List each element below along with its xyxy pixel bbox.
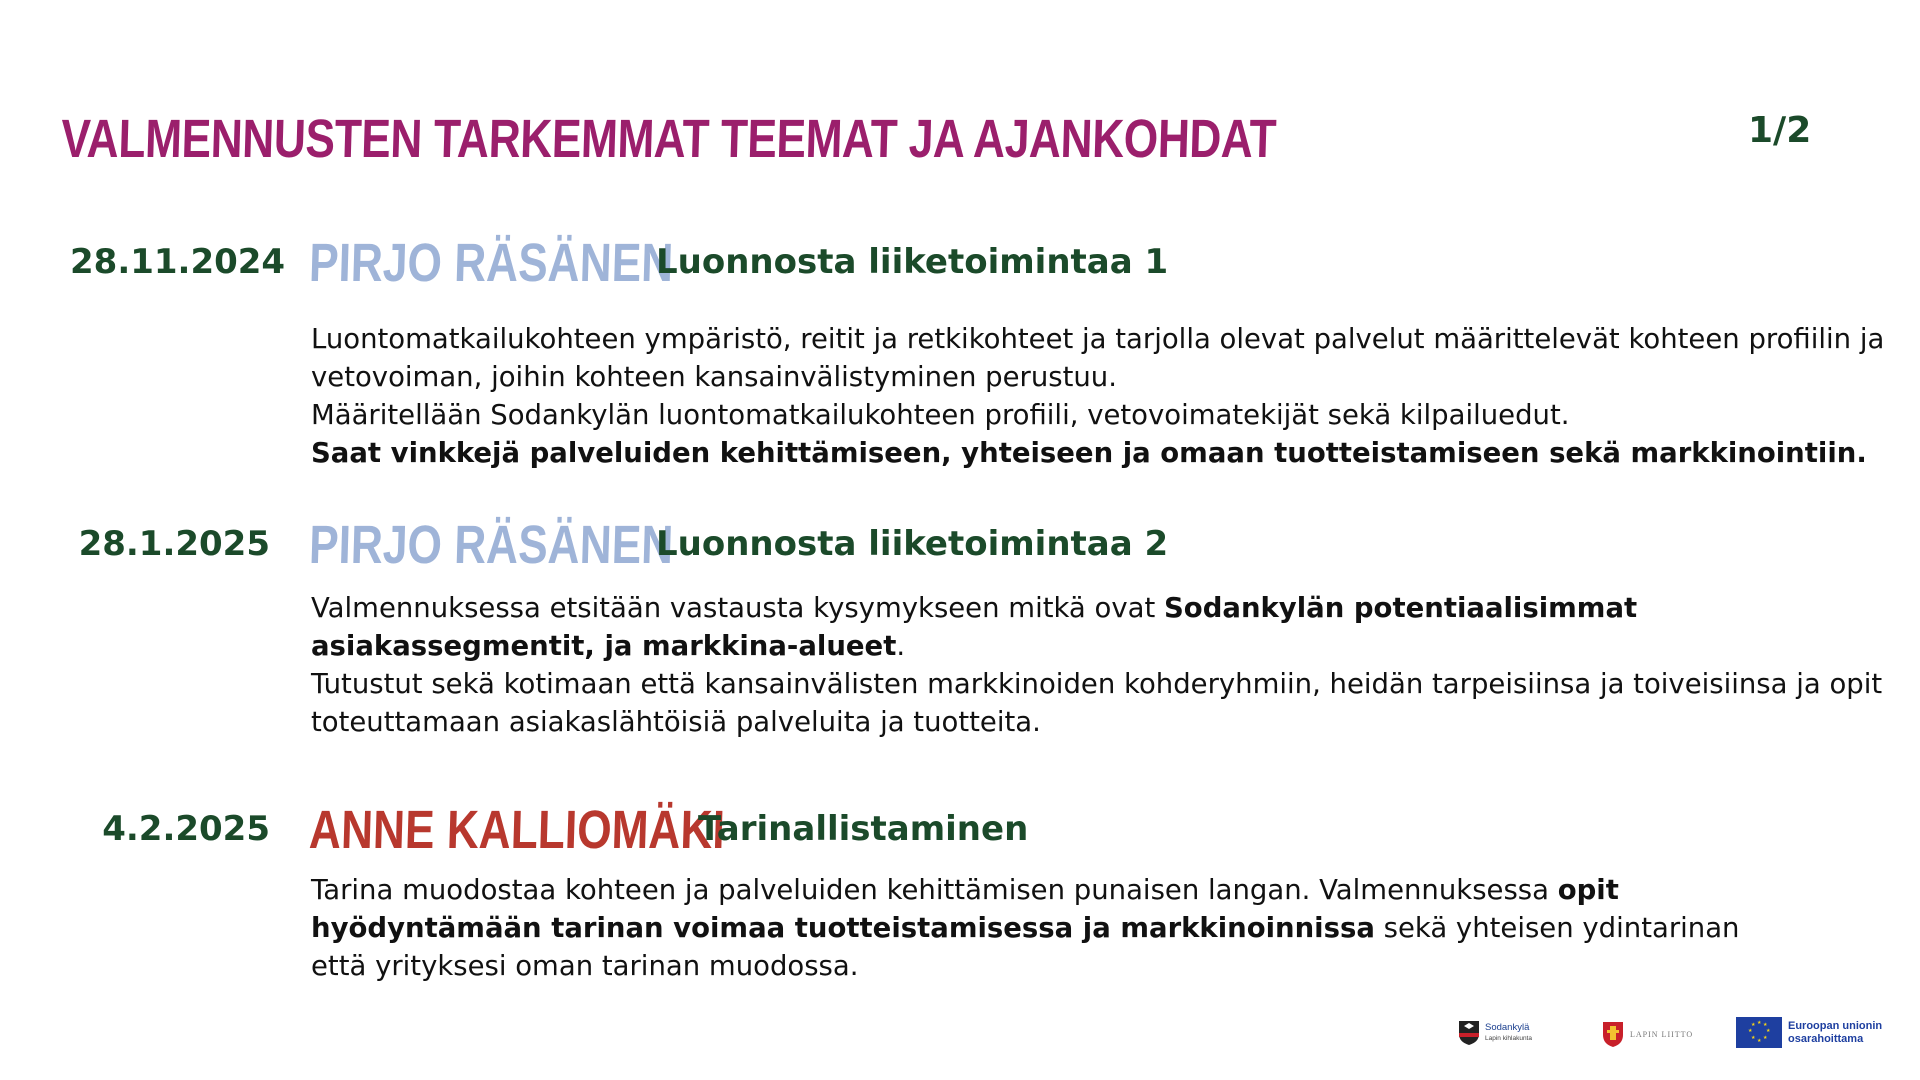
description-highlight: opit hyödyntämään tarinan voimaa tuotteistamisessa ja markkinoinnissa bbox=[311, 874, 1619, 944]
description-highlight: Sodankylän potentiaalisimmat asiakassegmentit, ja markkina-alueet bbox=[311, 592, 1638, 662]
session-description bbox=[311, 589, 1891, 741]
description-paragraph: Valmennuksessa etsitään vastausta kysymykseen mitkä ovat Sodankylän potentiaalisimmat asiakassegmentit, ja markkina-alueet. bbox=[311, 592, 1638, 662]
page-title: VALMENNUSTEN TARKEMMAT TEEMAT JA AJANKOHDAT bbox=[60, 109, 1277, 169]
session-speaker: PIRJO RÄSÄNEN bbox=[308, 515, 675, 575]
description-highlight: Saat vinkkejä palveluiden kehittämiseen, yhteiseen ja omaan tuotteistamiseen sekä markkinointiin. bbox=[311, 437, 1867, 469]
logo-name: LAPIN LIITTO bbox=[1630, 1029, 1694, 1039]
session-date: 28.1.2025 bbox=[78, 524, 270, 564]
eu-logo bbox=[1736, 1017, 1882, 1048]
coat-of-arms-icon bbox=[1458, 1020, 1480, 1046]
description-paragraph: Tutustut sekä kotimaan että kansainvälisten markkinoiden kohderyhmiin, heidän tarpeisiinsa ja toiveisiinsa ja opit toteuttamaan asiakaslähtöisiä palveluita ja tuotteita. bbox=[311, 668, 1883, 738]
session-description bbox=[311, 871, 1761, 985]
description-paragraph: Tarina muodostaa kohteen ja palveluiden kehittämisen punaisen langan. Valmennuksessa opit hyödyntämään tarinan voimaa tuotteistamisessa ja markkinoinnissa sekä yhteisen ydintarinan että yrityksesi oman tarinan muodossa. bbox=[311, 874, 1740, 982]
session-date: 4.2.2025 bbox=[102, 809, 270, 849]
session-description bbox=[311, 320, 1891, 472]
session-date: 28.11.2024 bbox=[70, 242, 286, 282]
logo-name: Sodankylä bbox=[1485, 1022, 1530, 1033]
session-topic: Luonnosta liiketoimintaa 2 bbox=[656, 524, 1169, 564]
description-paragraph: Määritellään Sodankylän luontomatkailukohteen profiili, vetovoimatekijät sekä kilpailuedut. bbox=[311, 399, 1570, 431]
session-topic: Tarinallistaminen bbox=[698, 809, 1029, 849]
shield-icon bbox=[1602, 1020, 1624, 1048]
session-speaker: PIRJO RÄSÄNEN bbox=[308, 233, 675, 293]
logo-line: Euroopan unionin bbox=[1788, 1019, 1883, 1032]
footer-logos bbox=[0, 1010, 1920, 1060]
logo-line: osarahoittama bbox=[1788, 1032, 1864, 1045]
page-number: 1/2 bbox=[1748, 110, 1812, 151]
lapin-liitto-logo bbox=[1602, 1020, 1693, 1048]
session-topic: Luonnosta liiketoimintaa 1 bbox=[656, 242, 1169, 282]
eu-flag-icon: ★ ★ ★ ★ ★ ★ ★ ★ bbox=[1736, 1017, 1782, 1048]
description-paragraph: Luontomatkailukohteen ympäristö, reitit ja retkikohteet ja tarjolla olevat palvelut määrittelevät kohteen profiilin ja vetovoiman, joihin kohteen kansainvälistyminen perustuu. bbox=[311, 323, 1885, 393]
session-speaker: ANNE KALLIOMÄKI bbox=[308, 800, 726, 860]
logo-subtitle: Lapin kihlakunta bbox=[1485, 1035, 1532, 1042]
sodankyla-logo bbox=[1458, 1020, 1532, 1046]
